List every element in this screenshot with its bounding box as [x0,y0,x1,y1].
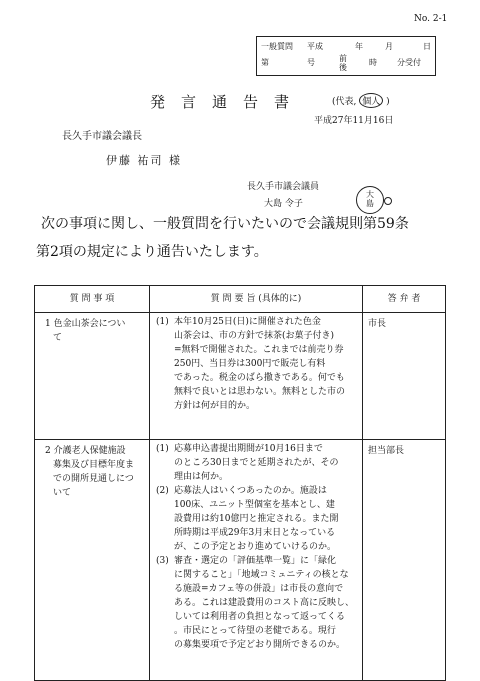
stamp-label-question: 一般質問 [261,42,293,51]
point-line: 山茶会は、市の方針で抹茶(お菓子付き) [174,331,335,341]
header-subject: 質 問 事 項 [35,286,150,313]
row-answerer: 市長 [363,313,446,440]
sender-org: 長久手市議会議員 [247,182,320,192]
point-number: (1) [156,444,169,454]
personal-seal [356,186,384,214]
point-line: が、この予定とおり進めていけるのか。 [174,542,337,552]
point-line: =無料で開催された。これまでは前売り券 [174,345,344,355]
stamp-label-number: 号 [307,58,315,67]
point-line: 審査・選定の「評価基準一覧」に「緑化 [174,556,337,566]
subject-line: 募集及び目標年度ま [53,460,135,470]
point-line: 理由は何か。 [174,472,229,482]
stamp-label-am: 前 [339,54,347,63]
row-points [150,440,363,681]
point-item [156,554,356,652]
rep-label: (代表, [332,97,357,107]
submission-date: 平成27年11月16日 [314,116,394,126]
notice-body-line-1: 次の事項に関し、一般質問を行いたいので会議規則第59条 [41,216,409,232]
point-line: る施設=カフェ等の併設」は市長の意向で [174,584,344,594]
point-line: 方針は何が目的か。 [174,401,256,411]
stamp-label-era: 平成 [307,42,323,51]
subject-line: 1 色金山茶会につい [45,319,126,329]
representative-choice [332,93,390,108]
individual-circled: 個人 [359,93,383,108]
point-line: ある。これは建設費用のコスト高に反映し、 [174,598,355,608]
stamp-label-received: 分受付 [397,58,421,67]
row-points [150,313,363,440]
point-line: 応募申込書提出期間が10月16日まで [174,444,323,454]
document-number: No. 2-1 [414,14,448,24]
seal-char-2: 島 [366,199,374,208]
point-text [174,315,356,413]
point-text [174,442,356,484]
addressee-name: 伊藤 祐司 様 [106,154,182,167]
point-line: であった。税金のばら撒きである。何でも [174,373,345,383]
rep-close: ) [386,97,390,107]
subject-line: での開所見通しにつ [53,474,134,484]
seal-char-1: 大 [366,190,374,199]
point-line: しいては利用者の負担となって返ってくる [174,612,346,622]
row-subject [35,440,150,681]
row-subject [35,313,150,440]
point-line: 所時期は平成29年3月末日となっている [174,528,336,538]
point-item [156,484,356,554]
point-line: 設費用は約10億円と推定される。また開 [174,514,339,524]
stamp-label-month: 月 [385,42,393,51]
point-text [174,554,356,652]
stamp-label-year: 年 [355,42,363,51]
point-text [174,484,356,554]
point-line: 本年10月25日(日)に開催された色金 [174,317,321,327]
table-row [35,440,446,681]
row-answerer: 担当部長 [363,440,446,681]
point-line: に関すること」「地域コミュニティの核とな [174,570,349,580]
point-number: (1) [156,317,169,327]
stamp-label-hour: 時 [369,58,377,67]
sender-name: 大島 令子 [264,199,303,209]
point-line: 無料で良いとは思わない。無料とした市の [174,387,346,397]
table-header-row [35,286,446,313]
point-item [156,315,356,413]
subject-line: 2 介護老人保健施設 [45,446,126,456]
point-number: (2) [156,486,169,496]
point-line: のところ30日までと延期されたが、その [174,458,339,468]
stamp-label-day: 日 [423,42,431,51]
subject-line: て [53,333,63,343]
point-line: 100床、ユニット型個室を基本とし、建 [174,500,335,510]
point-number: (3) [156,556,169,566]
addressee-org: 長久手市議会議長 [62,131,142,142]
point-item [156,442,356,484]
point-line: 応募法人はいくつあったのか。施設は [174,486,327,496]
question-table [34,285,446,681]
document-title: 発言通告書 [150,93,306,111]
reception-stamp-box [256,36,436,76]
point-line: の募集要項で予定どおり開所できるのか。 [174,640,346,650]
seal-mark-icon [384,197,392,205]
header-points: 質 問 要 旨 (具体的に) [150,286,363,313]
header-answerer: 答 弁 者 [363,286,446,313]
table-row [35,313,446,440]
notice-body-line-2: 第2項の規定により通告いたします。 [36,244,268,260]
point-line: 。市民にとって待望の老健である。現行 [174,626,336,636]
point-line: 250円、当日券は300円で販売し有料 [174,359,326,369]
stamp-label-pm: 後 [339,63,347,72]
subject-line: いて [53,488,72,498]
stamp-label-no: 第 [261,58,269,67]
